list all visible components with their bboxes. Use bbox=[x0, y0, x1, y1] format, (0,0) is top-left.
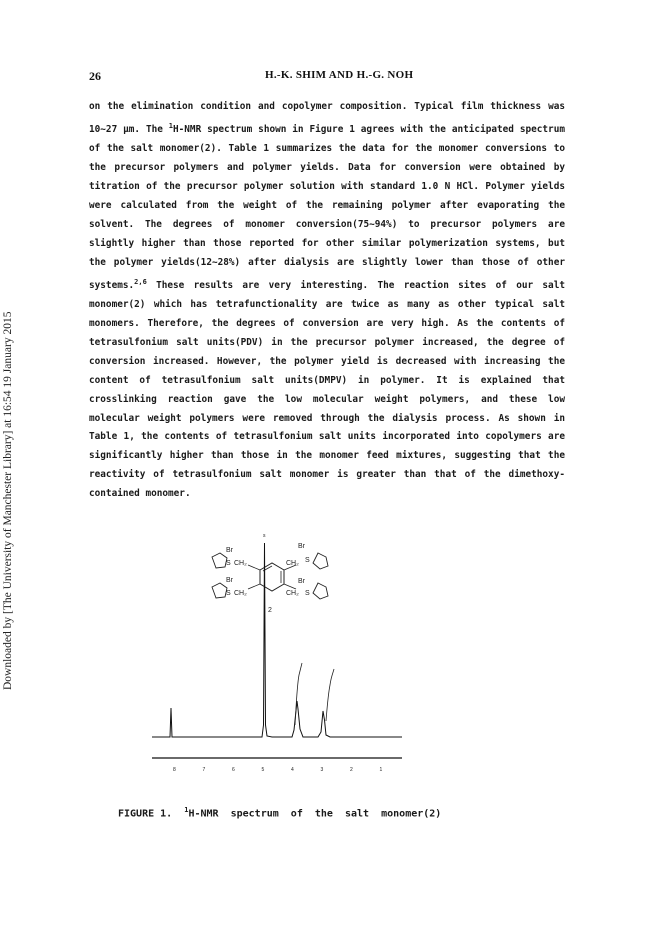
axis-tick-8: 8 bbox=[173, 767, 176, 773]
chemical-structure bbox=[212, 543, 328, 614]
figure-caption bbox=[118, 806, 441, 819]
text-segment-3: H-NMR spectrum shown in Figure 1 agrees with the anticipated spectrum of the salt monomer(2). Table 1 summarizes the data for the monomer conversions to the precursor polymers and polymer yields. Data for conversion were obtained by titration of the precursor polymer solution with standard 1.0 N HCl. Polymer yields were calculated from the weight of the remaining polymer after evaporating the solvent. The degrees of monomer conversion(75~94%) to precursor polymers are slightly higher than those reported for other similar polymerization systems, but the polymer yields(12~28%) after dialysis are slightly lower than those of other systems. bbox=[89, 124, 565, 291]
axis-tick-labels bbox=[173, 767, 383, 773]
caption-superscript: 1 bbox=[184, 806, 189, 814]
s-label-3: S bbox=[305, 557, 310, 564]
nmr-figure bbox=[140, 525, 420, 785]
download-watermark bbox=[0, 0, 20, 936]
page-number: 26 bbox=[89, 69, 101, 83]
br-label-1: Br bbox=[226, 547, 233, 554]
compound-number: 2 bbox=[268, 607, 272, 614]
ch2-label-2: CH₂ bbox=[234, 590, 247, 597]
ch2-label-4: CH₂ bbox=[286, 590, 299, 597]
download-notice: Downloaded by [The University of Manchester Library] at 16:54 19 January 2015 bbox=[2, 311, 14, 690]
br-label-3: Br bbox=[298, 543, 305, 550]
axis-tick-2: 2 bbox=[350, 767, 353, 773]
nmr-spectrum bbox=[140, 525, 420, 785]
caption-prefix: FIGURE 1. bbox=[118, 808, 185, 820]
integration-curve-2 bbox=[326, 669, 334, 721]
running-head: H.-K. SHIM AND H.-G. NOH bbox=[265, 69, 414, 81]
solvent-peak-label: s bbox=[263, 533, 266, 539]
axis-tick-4: 4 bbox=[291, 767, 294, 773]
text-line-1: on the elimination condition and copolymer composition. Typical film thickness was bbox=[89, 101, 565, 112]
text-segment-2: 10~27 µm. The bbox=[89, 124, 169, 136]
superscript-1: 1 bbox=[168, 121, 173, 130]
axis-tick-3: 3 bbox=[320, 767, 324, 773]
axis-tick-1: 1 bbox=[379, 767, 383, 773]
s-label-2: S bbox=[226, 590, 231, 597]
ch2-label-1: CH₂ bbox=[234, 560, 247, 567]
body-paragraph bbox=[89, 98, 565, 504]
br-label-2: Br bbox=[226, 577, 233, 584]
br-label-4: Br bbox=[298, 578, 305, 585]
s-label-4: S bbox=[305, 590, 310, 597]
axis-tick-7: 7 bbox=[202, 767, 206, 773]
s-label-1: S bbox=[226, 560, 231, 567]
axis-tick-5: 5 bbox=[261, 767, 265, 773]
text-segment-4: These results are very interesting. The reaction sites of our salt monomer(2) which has tetrafunctionality are twice as many as other typical salt monomers. Therefore, the degrees of conversion are very high. As the contents of tetrasulfonium salt units(PDV) in the precursor polymer increased, the degree of conversion increased. However, the polymer yield is decreased with increasing the content of tetrasulfonium salt units(DMPV) in polymer. It is explained that crosslinking reaction gave the low molecular weight polymers, and these low molecular weight polymers were removed through the dialysis process. As shown in Table 1, the contents of tetrasulfonium salt units incorporated into copolymers are significantly higher than those in the monomer feed mixtures, suggesting that the reactivity of tetrasulfonium salt monomer is greater than that of the dimethoxy-contained monomer. bbox=[89, 279, 565, 500]
caption-text: H-NMR spectrum of the salt monomer(2) bbox=[188, 808, 442, 820]
spectrum-trace bbox=[152, 543, 402, 737]
citation-superscript: 2,6 bbox=[134, 277, 147, 286]
ch2-label-3: CH₂ bbox=[286, 560, 299, 567]
axis-tick-6: 6 bbox=[232, 767, 235, 773]
